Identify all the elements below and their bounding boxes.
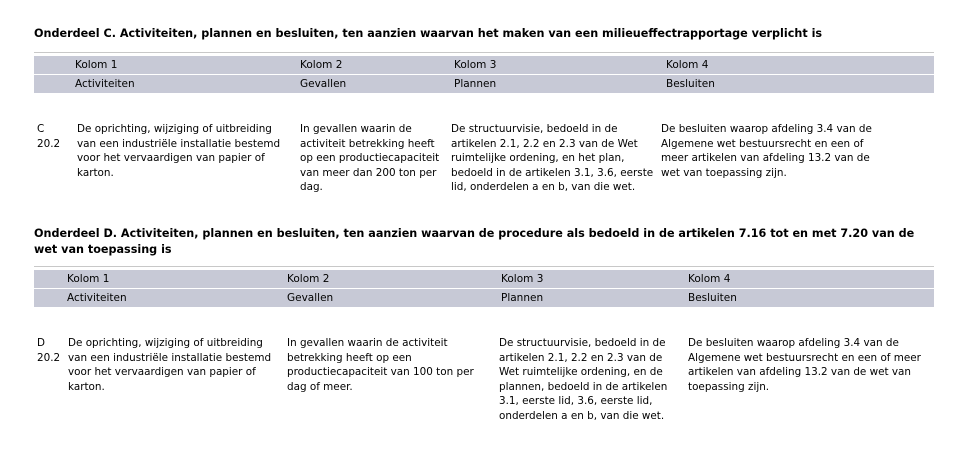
section-d-row-code: D 20.2 [37, 337, 61, 364]
section-c-col1-header: Kolom 1 [75, 59, 118, 71]
section-d-subheader-row [34, 289, 934, 307]
section-d-row-activiteit: De oprichting, wijziging of uitbreiding van een industriële installatie bestemd voor het vervaardigen van papier of karton. [68, 337, 272, 393]
section-c-subheader-plannen: Plannen [454, 78, 497, 90]
section-c-subheader-row [34, 75, 934, 93]
section-c-col4-header: Kolom 4 [666, 59, 709, 71]
section-c-col3-header: Kolom 3 [454, 59, 497, 71]
section-c-divider [34, 52, 934, 53]
section-c-row-code: C 20.2 [37, 123, 61, 150]
section-c-row-gevallen: In gevallen waarin de activiteit betrekking heeft op een productiecapaciteit van meer dan 200 ton per dag. [300, 123, 440, 193]
section-d-subheader-besluiten: Besluiten [688, 292, 737, 304]
section-d-col4-header: Kolom 4 [688, 273, 731, 285]
section-d-col1-header: Kolom 1 [67, 273, 110, 285]
section-c-title: Onderdeel C. Activiteiten, plannen en besluiten, ten aanzien waarvan het maken van een milieueffectrapportage verplicht is [34, 27, 823, 40]
section-c-row-besluiten: De besluiten waarop afdeling 3.4 van de Algemene wet bestuursrecht en een of meer artikelen van afdeling 13.2 van de wet van toepassing zijn. [661, 123, 872, 179]
section-d-divider [34, 266, 934, 267]
section-c-subheader-activiteiten: Activiteiten [75, 78, 135, 90]
section-c-column-header-row [34, 56, 934, 74]
section-d-subheader-activiteiten: Activiteiten [67, 292, 127, 304]
section-d-col2-header: Kolom 2 [287, 273, 330, 285]
section-c-subheader-gevallen: Gevallen [300, 78, 347, 90]
section-d-row-plannen: De structuurvisie, bedoeld in de artikelen 2.1, 2.2 en 2.3 van de Wet ruimtelijke ordening, en de plannen, bedoeld in de artikelen 3.1, eerste lid, 3.6, eerste lid, onderdelen a en b, van die wet. [499, 337, 668, 422]
section-d-column-header-row [34, 270, 934, 288]
section-c-row-plannen: De structuurvisie, bedoeld in de artikelen 2.1, 2.2 en 2.3 van de Wet ruimtelijke ordening, en het plan, bedoeld in de artikelen 3.1, 3.6, eerste lid, onderdelen a en b, van die wet. [451, 123, 654, 193]
section-d-row-gevallen: In gevallen waarin de activiteit betrekking heeft op een productiecapaciteit van 100 ton per dag of meer. [287, 337, 474, 393]
section-c-subheader-besluiten: Besluiten [666, 78, 715, 90]
section-c-row-activiteit: De oprichting, wijziging of uitbreiding van een industriële installatie bestemd voor het vervaardigen van papier of karton. [77, 123, 281, 179]
section-d-subheader-gevallen: Gevallen [287, 292, 334, 304]
section-d-row-besluiten: De besluiten waarop afdeling 3.4 van de Algemene wet bestuursrecht en een of meer artikelen van afdeling 13.2 van de wet van toepassing zijn. [688, 337, 921, 393]
section-d-title: Onderdeel D. Activiteiten, plannen en besluiten, ten aanzien waarvan de procedure als bedoeld in de artikelen 7.16 tot en met 7.20 van de wet van toepassing is [34, 227, 915, 256]
section-c-col2-header: Kolom 2 [300, 59, 343, 71]
section-d-subheader-plannen: Plannen [501, 292, 544, 304]
section-d-col3-header: Kolom 3 [501, 273, 544, 285]
